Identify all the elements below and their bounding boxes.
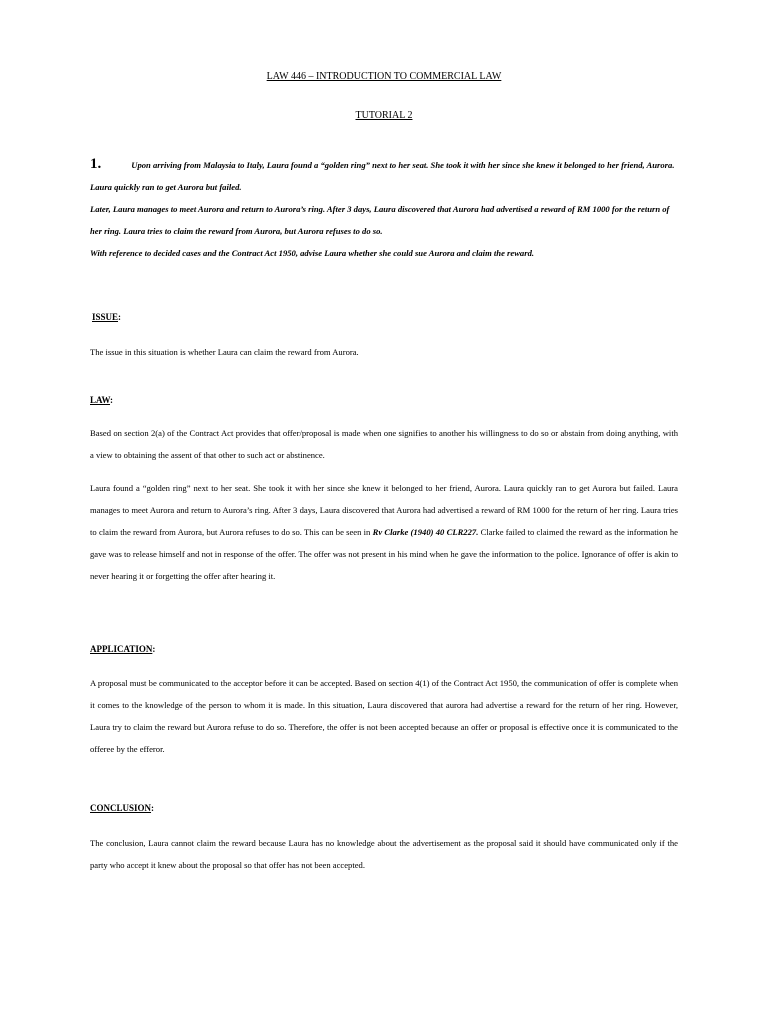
- question-number: 1.: [90, 156, 102, 172]
- issue-heading: ISSUE:: [92, 312, 122, 322]
- issue-text: The issue in this situation is whether Laura can claim the reward from Aurora.: [90, 347, 359, 357]
- tutorial-heading: TUTORIAL 2: [355, 110, 413, 121]
- conclusion-text: The conclusion, Laura cannot claim the reward because Laura has no knowledge about the advertisement as the proposal said it should have communicated only if the party who accept it knew about the proposal so that offer has not been accepted.: [90, 838, 678, 870]
- application-text: A proposal must be communicated to the acceptor before it can be accepted. Based on section 4(1) of the Contract Act 1950, the communication of offer is complete when it comes to the knowledge of the person to whom it is made. In this situation, Laura discovered that aurora had advertise a reward for the return of her ring. However, Laura try to claim the reward but Aurora refuse to do so. Therefore, the offer is not been accepted because an offer or proposal is effective once it is communicated to the offeree by the efferor.: [90, 678, 678, 754]
- law-paragraph-2: Laura found a “golden ring” next to her seat. She took it with her since she knew it belonged to her friend, Aurora. Laura quickly ran to get Aurora but failed. Laura manages to meet Aurora and return to Aurora’s ring. After 3 days, Laura discovered that Aurora had advertised a reward of RM 1000 for the return of her ring. Laura tries to claim the reward from Aurora, but Aurora refuses to do so. This can be seen in Rv Clarke (1940) 40 CLR227. Clarke failed to claimed the reward as the information he gave was to release himself and not in response of the offer. The offer was not present in his mind when he gave the information to the police. Ignorance of offer is akin to never hearing it or forgetting the offer after hearing it.: [90, 483, 678, 581]
- law-paragraph-1: Based on section 2(a) of the Contract Act provides that offer/proposal is made when one signifies to another his willingness to do so or abstain from doing anything, with a view to obtaining the assent of that other to such act or abstinence.: [90, 428, 678, 460]
- case-citation: Rv Clarke (1940) 40 CLR227.: [372, 527, 479, 537]
- law-heading: LAW:: [90, 395, 114, 405]
- question-paragraph-3: With reference to decided cases and the Contract Act 1950, advise Laura whether she could sue Aurora and claim the reward.: [90, 248, 535, 258]
- question-paragraph-1: 1. Upon arriving from Malaysia to Italy, Laura found a “golden ring” next to her seat. She took it with her since she knew it belonged to her friend, Aurora. Laura quickly ran to get Aurora but failed.: [90, 156, 675, 192]
- conclusion-heading: CONCLUSION:: [90, 803, 155, 813]
- document-title: LAW 446 – INTRODUCTION TO COMMERCIAL LAW: [266, 71, 502, 82]
- question-paragraph-2: Later, Laura manages to meet Aurora and return to Aurora’s ring. After 3 days, Laura discovered that Aurora had advertised a reward of RM 1000 for the return of her ring. Laura tries to claim the reward from Aurora, but Aurora refuses to do so.: [90, 204, 670, 236]
- question-block: [90, 153, 678, 264]
- application-heading: APPLICATION:: [90, 644, 156, 654]
